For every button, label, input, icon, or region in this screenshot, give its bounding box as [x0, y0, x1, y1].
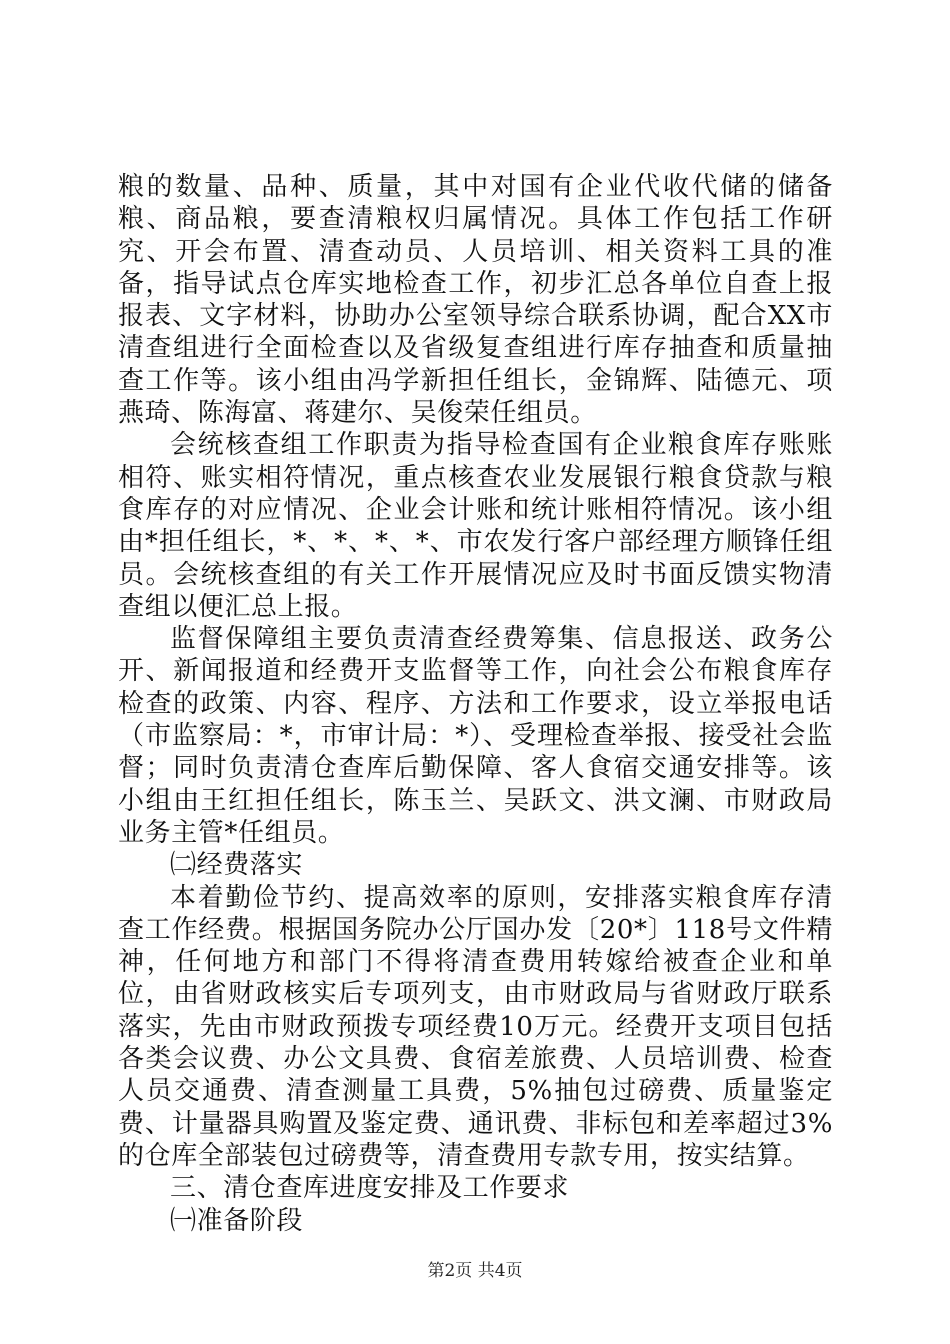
paragraph-supervision-support-group: 监督保障组主要负责清查经费筹集、信息报送、政务公开、新闻报道和经费开支监督等工作，向社会公布粮食库存检查的政策、内容、程序、方法和工作要求，设立举报电话（市监察局：*，市审计局：*）、受理检查举报、接受社会监督；同时负责清仓查库后勤保障、客人食宿交通安排等。该小组由王红担任组长，陈玉兰、吴跃文、洪文澜、市财政局业务主管*任组员。	[118, 624, 833, 848]
heading-schedule-requirements: 三、清仓查库进度安排及工作要求	[170, 1173, 570, 1204]
paragraph-accounting-verification-group: 会统核查组工作职责为指导检查国有企业粮食库存账账相符、账实相符情况，重点核查农业发展银行粮食贷款与粮食库存的对应情况、企业会计账和统计账相符情况。该小组由*担任组长，*、*、*、*、市农发行客户部经理方顺锋任组员。会统核查组的有关工作开展情况应及时书面反馈实物清查组以便汇总上报。	[118, 430, 833, 622]
paragraph-grain-inventory-group: 粮的数量、品种、质量，其中对国有企业代收代储的储备粮、商品粮，要查清粮权归属情况。具体工作包括工作研究、开会布置、清查动员、人员培训、相关资料工具的准备，指导试点仓库实地检查工作，初步汇总各单位自查上报报表、文字材料，协助办公室领导综合联系协调，配合XX市清查组进行全面检查以及省级复查组进行库存抽查和质量抽查工作等。该小组由冯学新担任组长，金锦辉、陆德元、项燕琦、陈海富、蒋建尔、吴俊荣任组员。	[118, 172, 833, 429]
heading-preparation-stage: ㈠准备阶段	[170, 1205, 304, 1236]
document-body	[118, 171, 833, 1237]
page-number-footer: 第2页 共4页	[427, 1261, 523, 1281]
heading-funding: ㈡经费落实	[170, 850, 304, 881]
paragraph-funding-details: 本着勤俭节约、提高效率的原则，安排落实粮食库存清查工作经费。根据国务院办公厅国办发〔20*〕118号文件精神，任何地方和部门不得将清查费用转嫁给被查企业和单位，由省财政核实后专项列支，由市财政局与省财政厅联系落实，先由市财政预拨专项经费10万元。经费开支项目包括各类会议费、办公文具费、食宿差旅费、人员培训费、检查人员交通费、清查测量工具费，5%抽包过磅费、质量鉴定费、计量器具购置及鉴定费、通讯费、非标包和差率超过3%的仓库全部装包过磅费等，清查费用专款专用，按实结算。	[118, 882, 833, 1171]
